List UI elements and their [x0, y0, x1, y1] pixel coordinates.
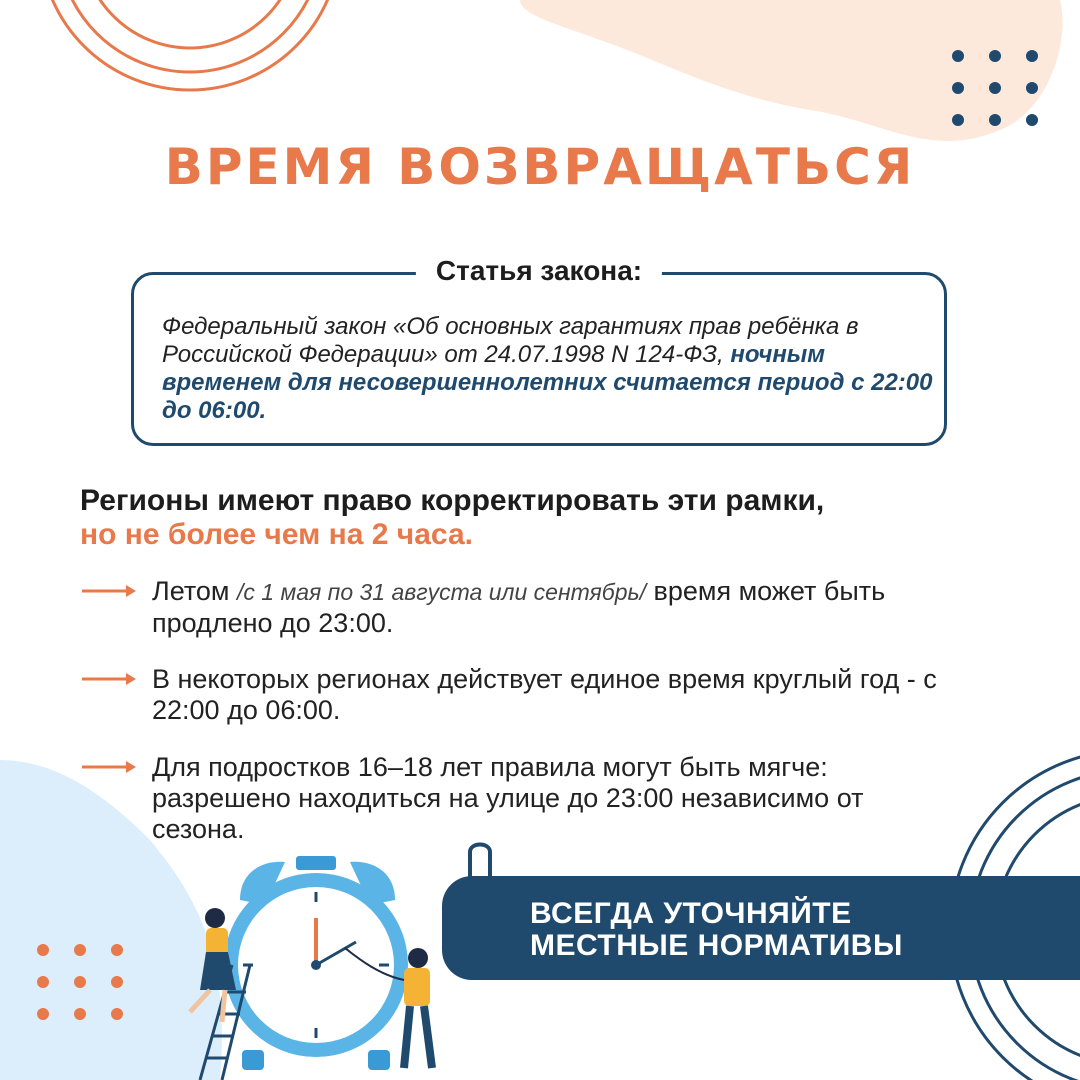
arrow-right-icon — [80, 580, 140, 602]
bullet-text: В некоторых регионах действует единое время круглый год - с 22:00 до 06:00. — [152, 664, 937, 725]
bullet-italic: /с 1 мая по 31 августа или сентябрь/ — [236, 579, 647, 605]
notice-banner — [442, 876, 1080, 980]
banner-line-1: ВСЕГДА УТОЧНЯЙТЕ — [530, 897, 852, 930]
banner-line-2: МЕСТНЫЕ НОРМАТИВЫ — [530, 929, 903, 962]
arrow-right-icon — [80, 756, 140, 778]
bullet-text: Летом /с 1 мая по 31 августа или сентябрь/ время может быть продлено до 23:00. — [152, 576, 886, 638]
regions-paragraph — [80, 484, 1020, 552]
peach-blob — [520, 0, 1063, 141]
arrow-right-icon — [80, 668, 140, 690]
bullet-text: Для подростков 16–18 лет правила могут быть мягче: разрешено находиться на улице до 23:00 независимо от сезона. — [152, 752, 864, 844]
law-text-plain: Федеральный закон «Об основных гарантиях прав ребёнка в Российской Федерации» от 24.07.1998 N 124-ФЗ, — [162, 313, 859, 368]
regions-lead: Регионы имеют право корректировать эти рамки, — [80, 484, 825, 517]
law-card-label: Статья закона: — [416, 255, 662, 287]
orange-rings — [40, 0, 340, 90]
paperclip-icon — [470, 845, 490, 881]
banner-text — [530, 898, 903, 962]
regions-accent: но не более чем на 2 часа. — [80, 518, 473, 551]
law-text-emphasis: ночным временем для несовершеннолетних считается период с 22:00 до 06:00. — [162, 341, 933, 424]
law-card — [131, 255, 947, 446]
page-title: ВРЕМЯ ВОЗВРАЩАТЬСЯ — [164, 138, 916, 196]
law-card-text — [162, 313, 937, 425]
